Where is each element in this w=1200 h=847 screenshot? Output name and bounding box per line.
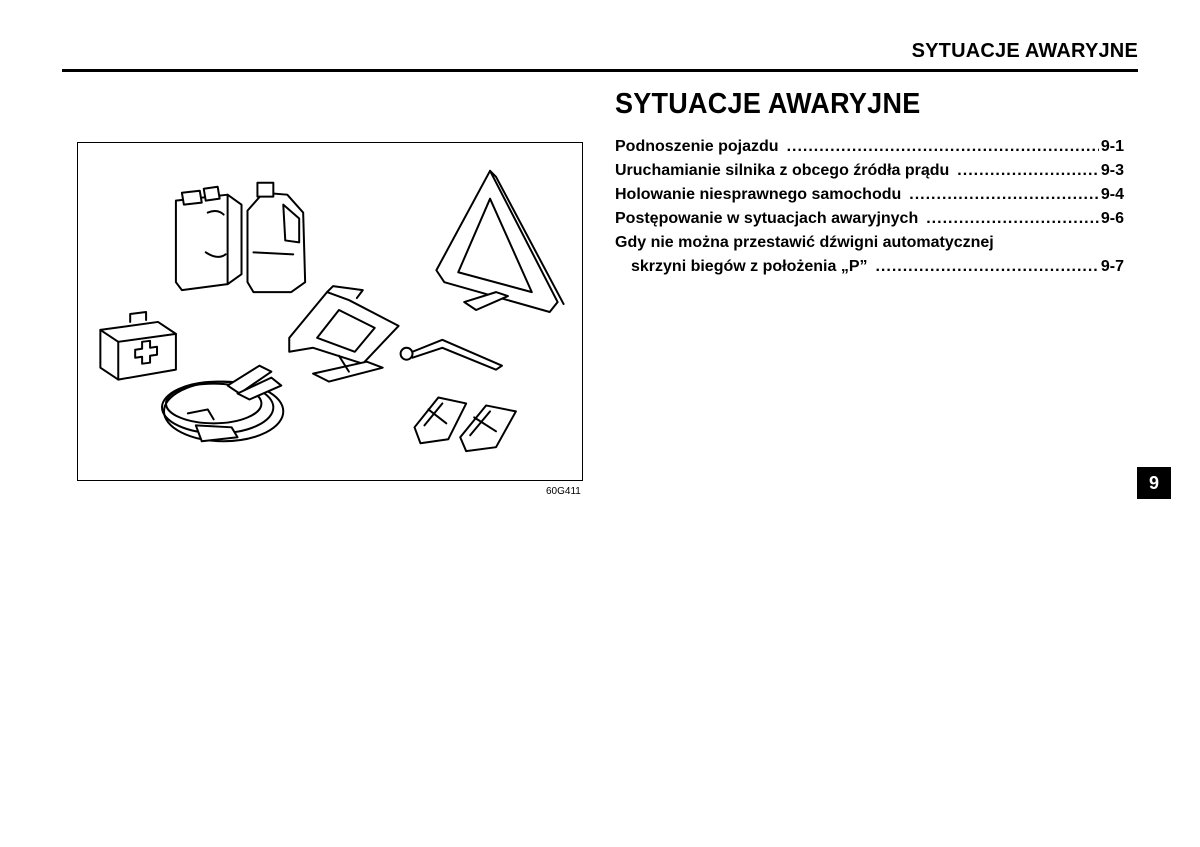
toc-entry[interactable] (615, 234, 1124, 258)
toc-entry[interactable] (615, 186, 1124, 210)
toc-dot-leader (875, 258, 1098, 276)
chapter-tab: 9 (1137, 467, 1171, 499)
section-title: SYTUACJE AWARYJNE (615, 88, 921, 120)
toc-dot-leader (926, 210, 1099, 228)
toc-entry[interactable] (615, 210, 1124, 234)
table-of-contents (615, 138, 1124, 282)
figure-code: 60G411 (546, 486, 581, 497)
toc-dot-leader (787, 138, 1099, 156)
fluid-canister-icon (176, 187, 242, 290)
fluid-bottle-icon (247, 183, 305, 292)
toc-entry-label: Podnoszenie pojazdu (615, 138, 779, 155)
toc-entry-page: 9-4 (1100, 186, 1124, 203)
toc-entry-page: 9-6 (1100, 210, 1124, 227)
first-aid-kit-icon (100, 312, 176, 380)
toc-entry-continuation[interactable] (615, 258, 1124, 282)
toc-entry-page: 9-7 (1100, 258, 1124, 275)
toc-entry-label: Holowanie niesprawnego samochodu (615, 186, 902, 203)
toc-entry[interactable] (615, 138, 1124, 162)
running-header-title: SYTUACJE AWARYJNE (911, 40, 1138, 62)
warning-triangle-icon (436, 171, 563, 312)
jumper-cables-icon (162, 366, 283, 442)
toc-entry-label: Uruchamianie silnika z obcego źródła prądu (615, 162, 950, 179)
wheel-chocks-icon (414, 397, 515, 451)
toc-dot-leader (909, 186, 1099, 204)
toc-entry-page: 9-3 (1100, 162, 1124, 179)
toc-entry-label: skrzyni biegów z położenia „P” (631, 258, 868, 275)
toc-entry[interactable] (615, 162, 1124, 186)
toc-entry-label: Postępowanie w sytuacjach awaryjnych (615, 210, 919, 227)
toc-entry-page: 9-1 (1100, 138, 1124, 155)
toc-entry-label: Gdy nie można przestawić dźwigni automatycznej (615, 234, 994, 251)
emergency-equipment-illustration (77, 142, 583, 481)
toc-dot-leader (957, 162, 1099, 180)
header-rule (62, 69, 1138, 72)
